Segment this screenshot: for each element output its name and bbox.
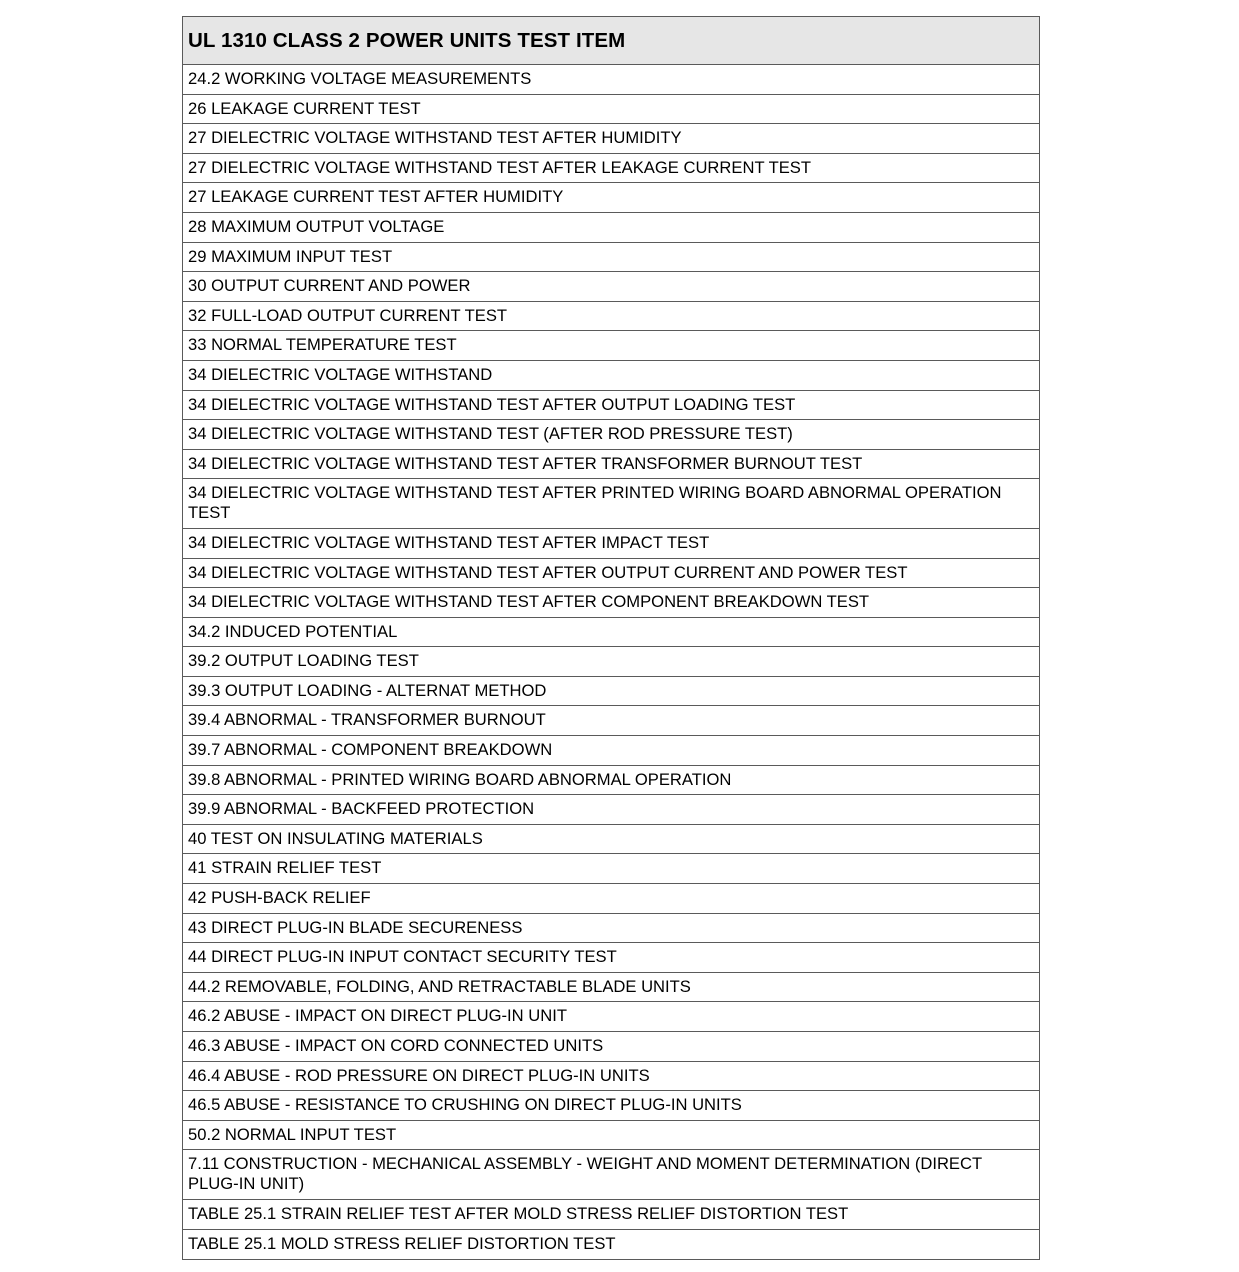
table-row: 32 FULL-LOAD OUTPUT CURRENT TEST	[183, 302, 1039, 332]
table-row: 28 MAXIMUM OUTPUT VOLTAGE	[183, 213, 1039, 243]
table-row: 39.2 OUTPUT LOADING TEST	[183, 647, 1039, 677]
table-row: 41 STRAIN RELIEF TEST	[183, 854, 1039, 884]
table-row: 39.9 ABNORMAL - BACKFEED PROTECTION	[183, 795, 1039, 825]
table-row: 27 LEAKAGE CURRENT TEST AFTER HUMIDITY	[183, 183, 1039, 213]
table-rows	[183, 65, 1039, 1259]
table-row: 43 DIRECT PLUG-IN BLADE SECURENESS	[183, 914, 1039, 944]
table-row: 50.2 NORMAL INPUT TEST	[183, 1121, 1039, 1151]
table-row: 39.3 OUTPUT LOADING - ALTERNAT METHOD	[183, 677, 1039, 707]
table-row: 46.3 ABUSE - IMPACT ON CORD CONNECTED UNITS	[183, 1032, 1039, 1062]
table-row: 27 DIELECTRIC VOLTAGE WITHSTAND TEST AFTER HUMIDITY	[183, 124, 1039, 154]
table-row: 34 DIELECTRIC VOLTAGE WITHSTAND TEST AFTER OUTPUT CURRENT AND POWER TEST	[183, 559, 1039, 589]
table-row: 34 DIELECTRIC VOLTAGE WITHSTAND TEST AFTER COMPONENT BREAKDOWN TEST	[183, 588, 1039, 618]
test-item-table	[182, 16, 1040, 1260]
table-header: UL 1310 CLASS 2 POWER UNITS TEST ITEM	[183, 17, 1039, 65]
table-row: 34 DIELECTRIC VOLTAGE WITHSTAND TEST AFTER OUTPUT LOADING TEST	[183, 391, 1039, 421]
table-row: 26 LEAKAGE CURRENT TEST	[183, 95, 1039, 125]
table-row: 34 DIELECTRIC VOLTAGE WITHSTAND TEST AFTER TRANSFORMER BURNOUT TEST	[183, 450, 1039, 480]
table-row: 34.2 INDUCED POTENTIAL	[183, 618, 1039, 648]
table-row: 46.4 ABUSE - ROD PRESSURE ON DIRECT PLUG-IN UNITS	[183, 1062, 1039, 1092]
table-row: 39.8 ABNORMAL - PRINTED WIRING BOARD ABNORMAL OPERATION	[183, 766, 1039, 796]
table-row: 44.2 REMOVABLE, FOLDING, AND RETRACTABLE BLADE UNITS	[183, 973, 1039, 1003]
table-row: 7.11 CONSTRUCTION - MECHANICAL ASSEMBLY - WEIGHT AND MOMENT DETERMINATION (DIRECT PLUG-IN UNIT)	[183, 1150, 1039, 1200]
table-row: 34 DIELECTRIC VOLTAGE WITHSTAND	[183, 361, 1039, 391]
table-row: 27 DIELECTRIC VOLTAGE WITHSTAND TEST AFTER LEAKAGE CURRENT TEST	[183, 154, 1039, 184]
table-row: 42 PUSH-BACK RELIEF	[183, 884, 1039, 914]
table-row: 39.4 ABNORMAL - TRANSFORMER BURNOUT	[183, 706, 1039, 736]
table-row: 30 OUTPUT CURRENT AND POWER	[183, 272, 1039, 302]
table-row: 29 MAXIMUM INPUT TEST	[183, 243, 1039, 273]
table-row: 34 DIELECTRIC VOLTAGE WITHSTAND TEST AFTER IMPACT TEST	[183, 529, 1039, 559]
table-row: 44 DIRECT PLUG-IN INPUT CONTACT SECURITY TEST	[183, 943, 1039, 973]
table-row: 34 DIELECTRIC VOLTAGE WITHSTAND TEST AFTER PRINTED WIRING BOARD ABNORMAL OPERATION TEST	[183, 479, 1039, 529]
table-row: 39.7 ABNORMAL - COMPONENT BREAKDOWN	[183, 736, 1039, 766]
table-row: 33 NORMAL TEMPERATURE TEST	[183, 331, 1039, 361]
table-row: 24.2 WORKING VOLTAGE MEASUREMENTS	[183, 65, 1039, 95]
table-row: 46.2 ABUSE - IMPACT ON DIRECT PLUG-IN UNIT	[183, 1002, 1039, 1032]
table-row: 34 DIELECTRIC VOLTAGE WITHSTAND TEST (AFTER ROD PRESSURE TEST)	[183, 420, 1039, 450]
table-row: TABLE 25.1 MOLD STRESS RELIEF DISTORTION TEST	[188, 1233, 616, 1253]
table-row: 46.5 ABUSE - RESISTANCE TO CRUSHING ON DIRECT PLUG-IN UNITS	[183, 1091, 1039, 1121]
table-row: 40 TEST ON INSULATING MATERIALS	[183, 825, 1039, 855]
table-row: TABLE 25.1 STRAIN RELIEF TEST AFTER MOLD STRESS RELIEF DISTORTION TEST	[183, 1200, 1039, 1230]
